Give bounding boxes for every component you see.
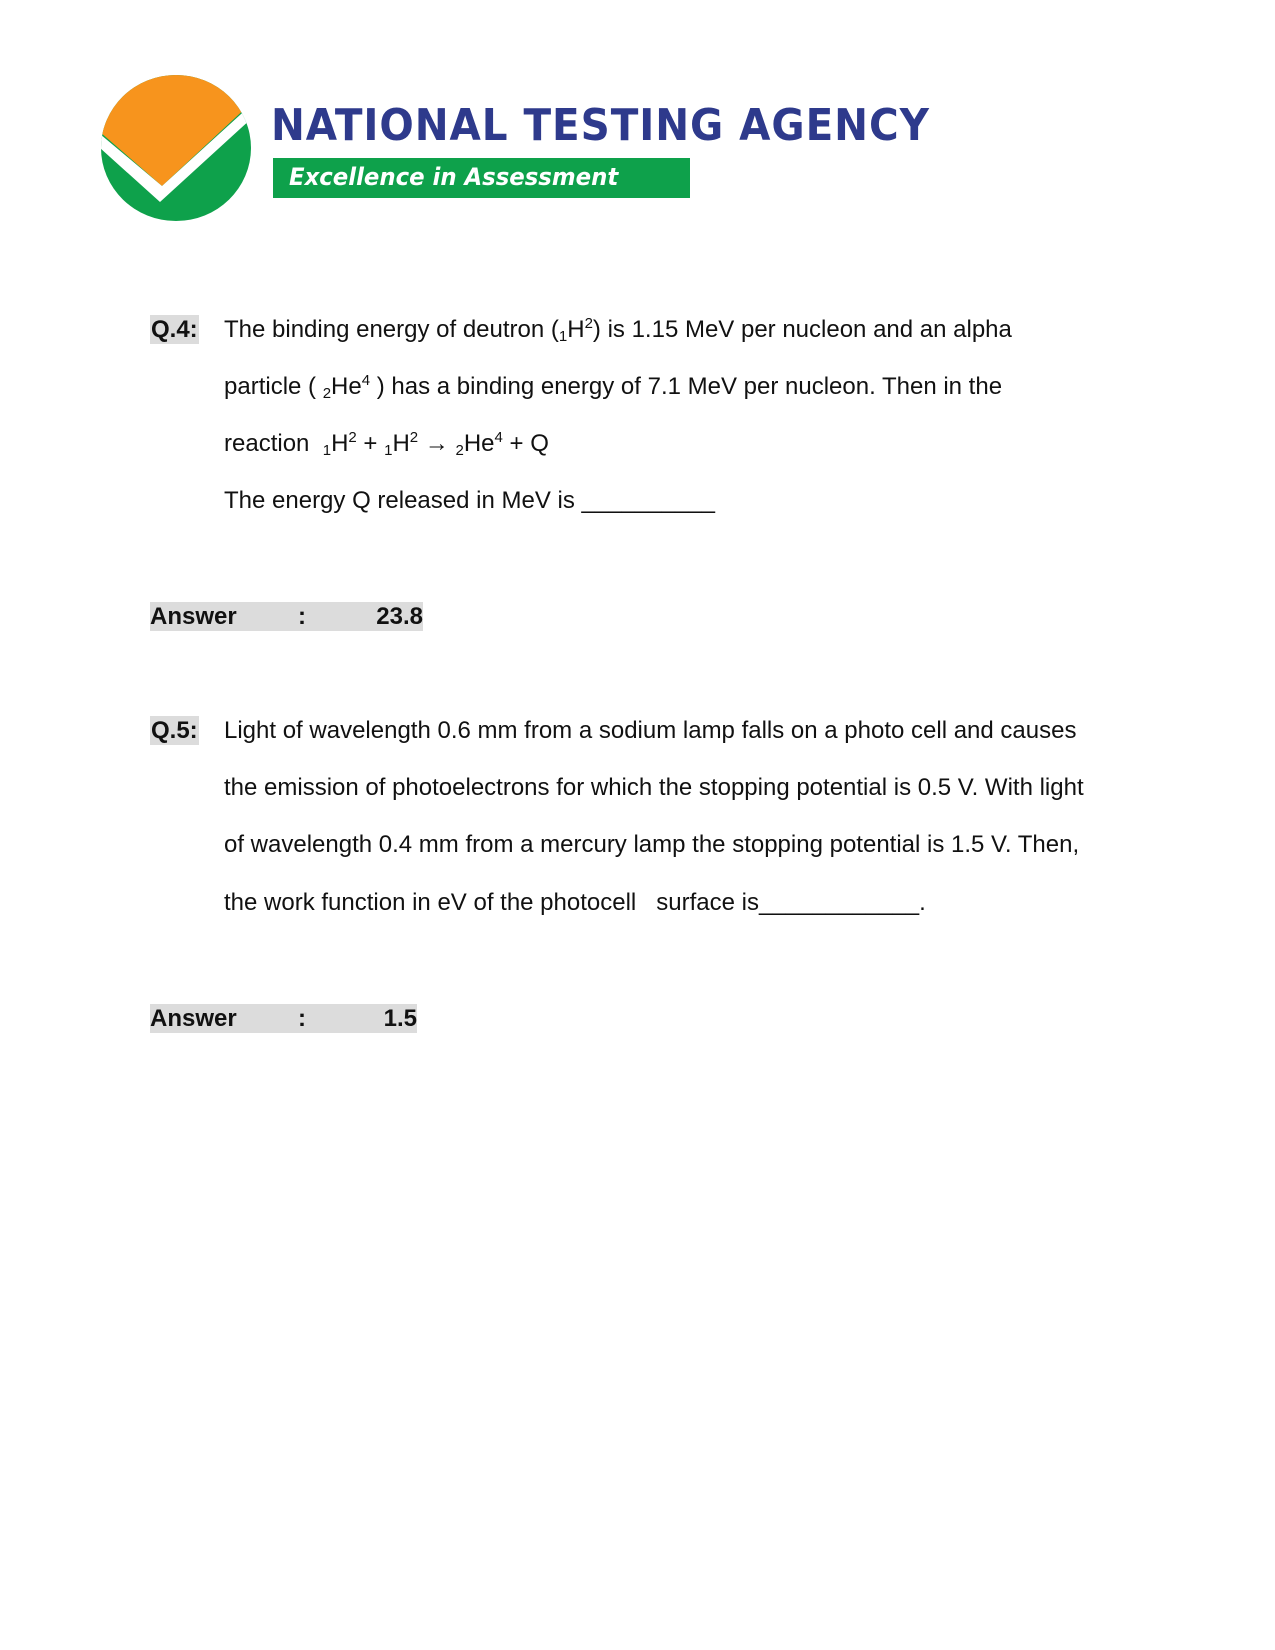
answer-box-q4 — [150, 602, 423, 631]
org-title: NATIONAL TESTING AGENCY — [271, 100, 930, 151]
superscript: 2 — [584, 315, 593, 332]
text-run: reaction — [224, 430, 323, 457]
text-run: H — [331, 430, 349, 457]
tagline-banner — [273, 158, 690, 198]
text-run: H — [392, 430, 410, 457]
subscript: 1 — [384, 442, 393, 459]
text-run: H — [567, 316, 585, 343]
subscript: 2 — [455, 442, 464, 459]
question-line — [224, 372, 1002, 401]
question-line: The energy Q released in MeV is __________ — [224, 487, 715, 514]
superscript: 2 — [348, 429, 357, 446]
text-run: ) has a binding energy of 7.1 MeV per nucleon. Then in the — [370, 373, 1003, 400]
text-run: He — [331, 373, 362, 400]
superscript: 4 — [361, 372, 371, 389]
arrow: → — [418, 430, 456, 457]
question-label-q4: Q.4: — [151, 316, 198, 343]
question-label-q5: Q.5: — [151, 717, 198, 744]
text-run: The binding energy of deutron ( — [224, 316, 559, 343]
text-run: + Q — [502, 430, 549, 457]
checkmark-circle-logo-icon — [100, 74, 252, 222]
reaction-equation — [224, 429, 549, 458]
answer-colon: : — [298, 603, 306, 630]
subscript: 1 — [322, 442, 332, 459]
question-line — [224, 315, 1012, 344]
answer-colon: : — [298, 1005, 306, 1032]
answer-box-q5 — [150, 1004, 417, 1033]
question-line: Light of wavelength 0.6 mm from a sodium lamp falls on a photo cell and causes — [224, 717, 1077, 744]
question-line: of wavelength 0.4 mm from a mercury lamp the stopping potential is 1.5 V. Then, — [224, 831, 1080, 858]
subscript: 1 — [558, 328, 568, 345]
question-line: the work function in eV of the photocell surface is____________. — [224, 889, 926, 916]
text-run: He — [463, 430, 495, 457]
subscript: 2 — [322, 385, 332, 402]
question-line: the emission of photoelectrons for which the stopping potential is 0.5 V. With light — [224, 774, 1084, 801]
answer-value: 1.5 — [383, 1005, 417, 1032]
answer-label: Answer — [150, 603, 237, 630]
text-run: + — [356, 430, 385, 457]
answer-value: 23.8 — [376, 603, 423, 630]
superscript: 2 — [409, 429, 419, 446]
answer-label: Answer — [150, 1005, 237, 1032]
text-run: particle ( — [224, 373, 323, 400]
text-run: ) is 1.15 MeV per nucleon and an alpha — [592, 316, 1012, 343]
tagline-text: Excellence in Assessment — [289, 163, 619, 191]
superscript: 4 — [494, 429, 503, 446]
